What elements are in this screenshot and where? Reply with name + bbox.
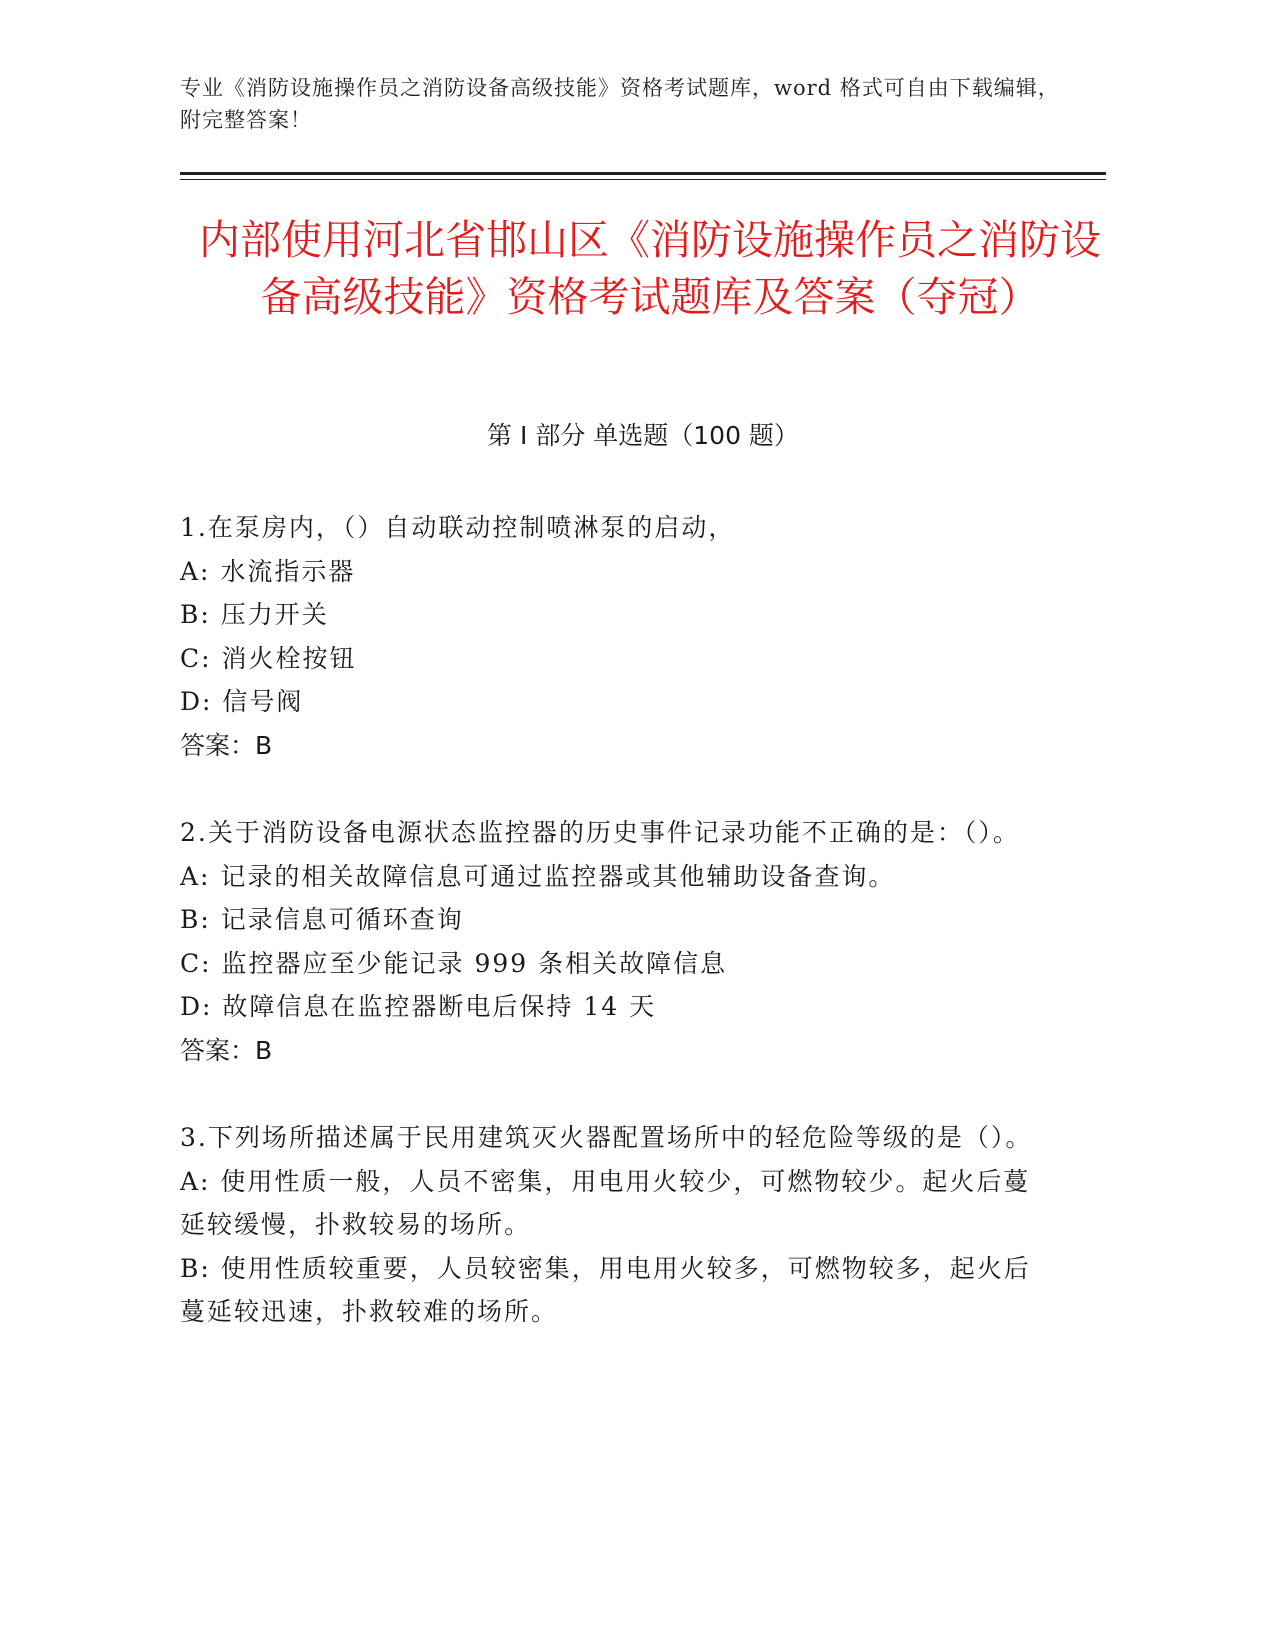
option-a: A: 使用性质一般，人员不密集，用电用火较少，可燃物较少。起火后蔓延较缓慢，扑救较易的场所。 xyxy=(180,1166,1031,1239)
option-c: C: 消火栓按钮 xyxy=(180,643,357,673)
option-a: A: 水流指示器 xyxy=(180,556,356,586)
option-c: C: 监控器应至少能记录 999 条相关故障信息 xyxy=(180,948,728,978)
option-b: B: 使用性质较重要，人员较密集，用电用火较多，可燃物较多，起火后蔓延较迅速，扑救较难的场所。 xyxy=(180,1253,1031,1326)
option-d: D: 故障信息在监控器断电后保持 14 天 xyxy=(180,992,657,1021)
answer-line: 答案：B xyxy=(180,1035,273,1065)
document-title: 内部使用河北省邯山区《消防设施操作员之消防设备高级技能》资格考试题库及答案（夺冠） xyxy=(199,216,1101,321)
question-1 xyxy=(180,506,1040,767)
question-stem: 2.关于消防设备电源状态监控器的历史事件记录功能不正确的是：（）。 xyxy=(180,818,1020,847)
answer-line: 答案：B xyxy=(180,730,273,760)
question-stem: 3.下列场所描述属于民用建筑灭火器配置场所中的轻危险等级的是（）。 xyxy=(180,1123,1033,1152)
option-b: B: 记录信息可循环查询 xyxy=(180,905,464,934)
header-divider-thick xyxy=(180,172,1106,175)
question-stem: 1.在泵房内，（）自动联动控制喷淋泵的启动， xyxy=(180,513,736,542)
question-3 xyxy=(180,1116,1040,1334)
option-a: A: 记录的相关故障信息可通过监控器或其他辅助设备查询。 xyxy=(180,861,896,891)
header-note: 专业《消防设施操作员之消防设备高级技能》资格考试题库，word 格式可自由下载编辑，附完整答案！ xyxy=(180,76,1060,132)
option-d: D: 信号阀 xyxy=(180,687,304,716)
question-list xyxy=(180,506,1040,1378)
option-b: B: 压力开关 xyxy=(180,600,329,629)
header-divider-thin xyxy=(180,179,1106,180)
question-2 xyxy=(180,811,1040,1072)
section-heading: 第 I 部分 单选题（100 题） xyxy=(487,421,799,450)
